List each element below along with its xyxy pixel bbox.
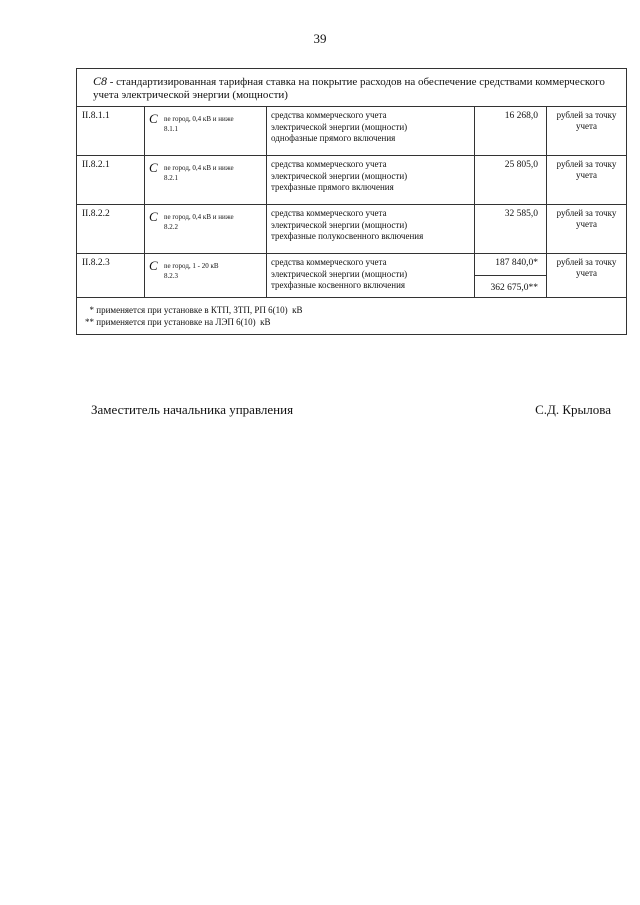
tariff-table	[76, 68, 627, 335]
row-code: II.8.2.3	[77, 254, 145, 298]
row-description	[267, 107, 475, 156]
rate-symbol: C8	[93, 74, 108, 88]
description-line: средства коммерческого учета	[271, 159, 387, 169]
formula-symbol: C	[149, 111, 158, 126]
description-line: однофазные прямого включения	[271, 133, 396, 143]
formula-subscript: 8.2.1	[164, 174, 178, 182]
row-value: 32 585,0	[475, 205, 547, 254]
description-line: трехфазные прямого включения	[271, 182, 394, 192]
description-line: трехфазные полукосвенного включения	[271, 231, 424, 241]
row-value: 362 675,0**	[475, 276, 547, 298]
description-line: электрической энергии (мощности)	[271, 170, 408, 181]
description-line: средства коммерческого учета	[271, 208, 387, 218]
description-line: электрической энергии (мощности)	[271, 219, 408, 230]
page-number: 39	[313, 31, 327, 46]
formula-superscript: ne город, 1 - 20 кВ	[164, 262, 219, 270]
formula-superscript: ne город, 0,4 кВ и ниже	[164, 115, 234, 123]
description-line: электрической энергии (мощности)	[271, 121, 408, 132]
row-description	[267, 205, 475, 254]
table-row	[77, 254, 627, 276]
row-unit: рублей за точку учета	[547, 156, 627, 205]
note-line: ** применяется при установке на ЛЭП 6(10) кВ	[85, 317, 271, 327]
row-value: 187 840,0*	[475, 254, 547, 276]
table-header-row	[77, 69, 627, 107]
description-line: трехфазные косвенного включения	[271, 280, 406, 290]
signatory-name: С.Д. Крылова	[535, 402, 611, 417]
header-text: - стандартизированная тарифная ставка на покрытие расходов на обеспечение средствами коммерческого учета электрической энергии (мощности)	[93, 76, 605, 101]
description-line: электрической энергии (мощности)	[271, 268, 408, 279]
formula-symbol: C	[149, 160, 158, 175]
row-unit: рублей за точку учета	[547, 205, 627, 254]
formula-subscript: 8.2.2	[164, 223, 178, 231]
row-code: II.8.2.1	[77, 156, 145, 205]
formula-subscript: 8.2.3	[164, 272, 178, 280]
description-line: средства коммерческого учета	[271, 257, 387, 267]
row-code: II.8.2.2	[77, 205, 145, 254]
row-unit: рублей за точку учета	[547, 107, 627, 156]
table-row	[77, 205, 627, 254]
formula-symbol: C	[149, 209, 158, 224]
formula-symbol: C	[149, 258, 158, 273]
signatory-position: Заместитель начальника управления	[91, 402, 294, 417]
row-code: II.8.1.1	[77, 107, 145, 156]
description-line: средства коммерческого учета	[271, 110, 387, 120]
table-notes	[77, 298, 627, 335]
row-formula	[145, 205, 267, 254]
notes-row	[77, 298, 627, 335]
row-formula	[145, 254, 267, 298]
row-formula	[145, 156, 267, 205]
formula-subscript: 8.1.1	[164, 125, 178, 133]
row-description	[267, 254, 475, 298]
formula-superscript: ne город, 0,4 кВ и ниже	[164, 213, 234, 221]
row-description	[267, 156, 475, 205]
row-formula	[145, 107, 267, 156]
note-line: * применяется при установке в КТП, ЗТП, РП 6(10) кВ	[85, 305, 303, 315]
formula-superscript: ne город, 0,4 кВ и ниже	[164, 164, 234, 172]
row-value: 16 268,0	[475, 107, 547, 156]
row-unit: рублей за точку учета	[547, 254, 627, 298]
table-header	[77, 69, 627, 107]
signature-block	[91, 402, 611, 418]
row-value: 25 805,0	[475, 156, 547, 205]
table-row	[77, 107, 627, 156]
table-row	[77, 156, 627, 205]
